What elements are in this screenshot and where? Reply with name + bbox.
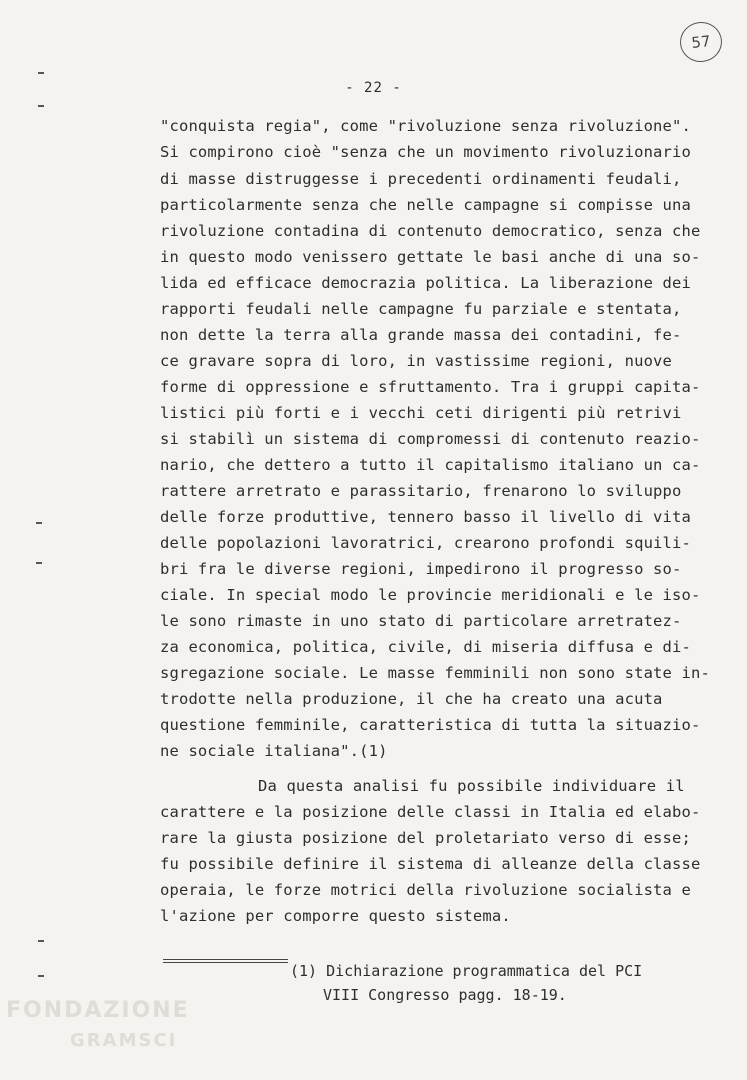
body-line: lida ed efficace democrazia politica. La liberazione dei (160, 274, 691, 292)
body-line: "conquista regia", come "rivoluzione senza rivoluzione". (160, 117, 691, 135)
margin-mark (38, 72, 44, 74)
body-line: rapporti feudali nelle campagne fu parziale e stentata, (160, 300, 682, 318)
margin-mark (36, 562, 42, 564)
body-line: questione femminile, caratteristica di tutta la situazio- (160, 716, 701, 734)
body-line: forme di oppressione e sfruttamento. Tra i gruppi capita- (160, 378, 701, 396)
body-line: za economica, politica, civile, di miseria diffusa e di- (160, 638, 691, 656)
body-line: rivoluzione contadina di contenuto democratico, senza che (160, 222, 701, 240)
body-line: Da questa analisi fu possibile individuare il (258, 777, 685, 795)
body-line: delle popolazioni lavoratrici, crearono profondi squili- (160, 534, 691, 552)
body-line: l'azione per comporre questo sistema. (160, 907, 511, 925)
body-line: rattere arretrato e parassitario, frenarono lo sviluppo (160, 482, 682, 500)
body-line: particolarmente senza che nelle campagne si compisse una (160, 196, 691, 214)
margin-mark (38, 975, 44, 977)
watermark-text: FONDAZIONE (6, 998, 190, 1023)
body-line: in questo modo venissero gettate le basi anche di una so- (160, 248, 701, 266)
body-line: delle forze produttive, tennero basso il livello di vita (160, 508, 691, 526)
archive-page-stamp: 57 (678, 20, 724, 64)
footnote-line: VIII Congresso pagg. 18-19. (323, 986, 567, 1004)
body-line: nario, che dettero a tutto il capitalismo italiano un ca- (160, 456, 701, 474)
body-line: bri fra le diverse regioni, impedirono il progresso so- (160, 560, 682, 578)
body-line: trodotte nella produzione, il che ha creato una acuta (160, 690, 663, 708)
body-line: di masse distruggesse i precedenti ordinamenti feudali, (160, 170, 682, 188)
margin-mark (36, 522, 42, 524)
margin-mark (38, 105, 44, 107)
body-line: sgregazione sociale. Le masse femminili non sono state in- (160, 664, 710, 682)
body-line: listici più forti e i vecchi ceti dirigenti più retrivi (160, 404, 682, 422)
body-line: non dette la terra alla grande massa dei contadini, fe- (160, 326, 682, 344)
margin-mark (38, 940, 44, 942)
body-line: ciale. In special modo le provincie meridionali e le iso- (160, 586, 701, 604)
body-line: le sono rimaste in uno stato di particolare arretratez- (160, 612, 682, 630)
body-line: ne sociale italiana".(1) (160, 742, 388, 760)
page-number: - 22 - (345, 80, 402, 96)
body-line: ce gravare sopra di loro, in vastissime regioni, nuove (160, 352, 673, 370)
archive-watermark (0, 990, 200, 1080)
body-line: fu possibile definire il sistema di alleanze della classe (160, 855, 701, 873)
body-line: carattere e la posizione delle classi in Italia ed elabo- (160, 803, 701, 821)
footnote-rule (163, 959, 288, 963)
footnote-line: (1) Dichiarazione programmatica del PCI (290, 962, 643, 980)
body-line: Si compirono cioè "senza che un movimento rivoluzionario (160, 143, 691, 161)
watermark-text: GRAMSCI (70, 1030, 178, 1051)
body-line: si stabilì un sistema di compromessi di contenuto reazio- (160, 430, 701, 448)
body-line: rare la giusta posizione del proletariato verso di esse; (160, 829, 691, 847)
body-line: operaia, le forze motrici della rivoluzione socialista e (160, 881, 691, 899)
